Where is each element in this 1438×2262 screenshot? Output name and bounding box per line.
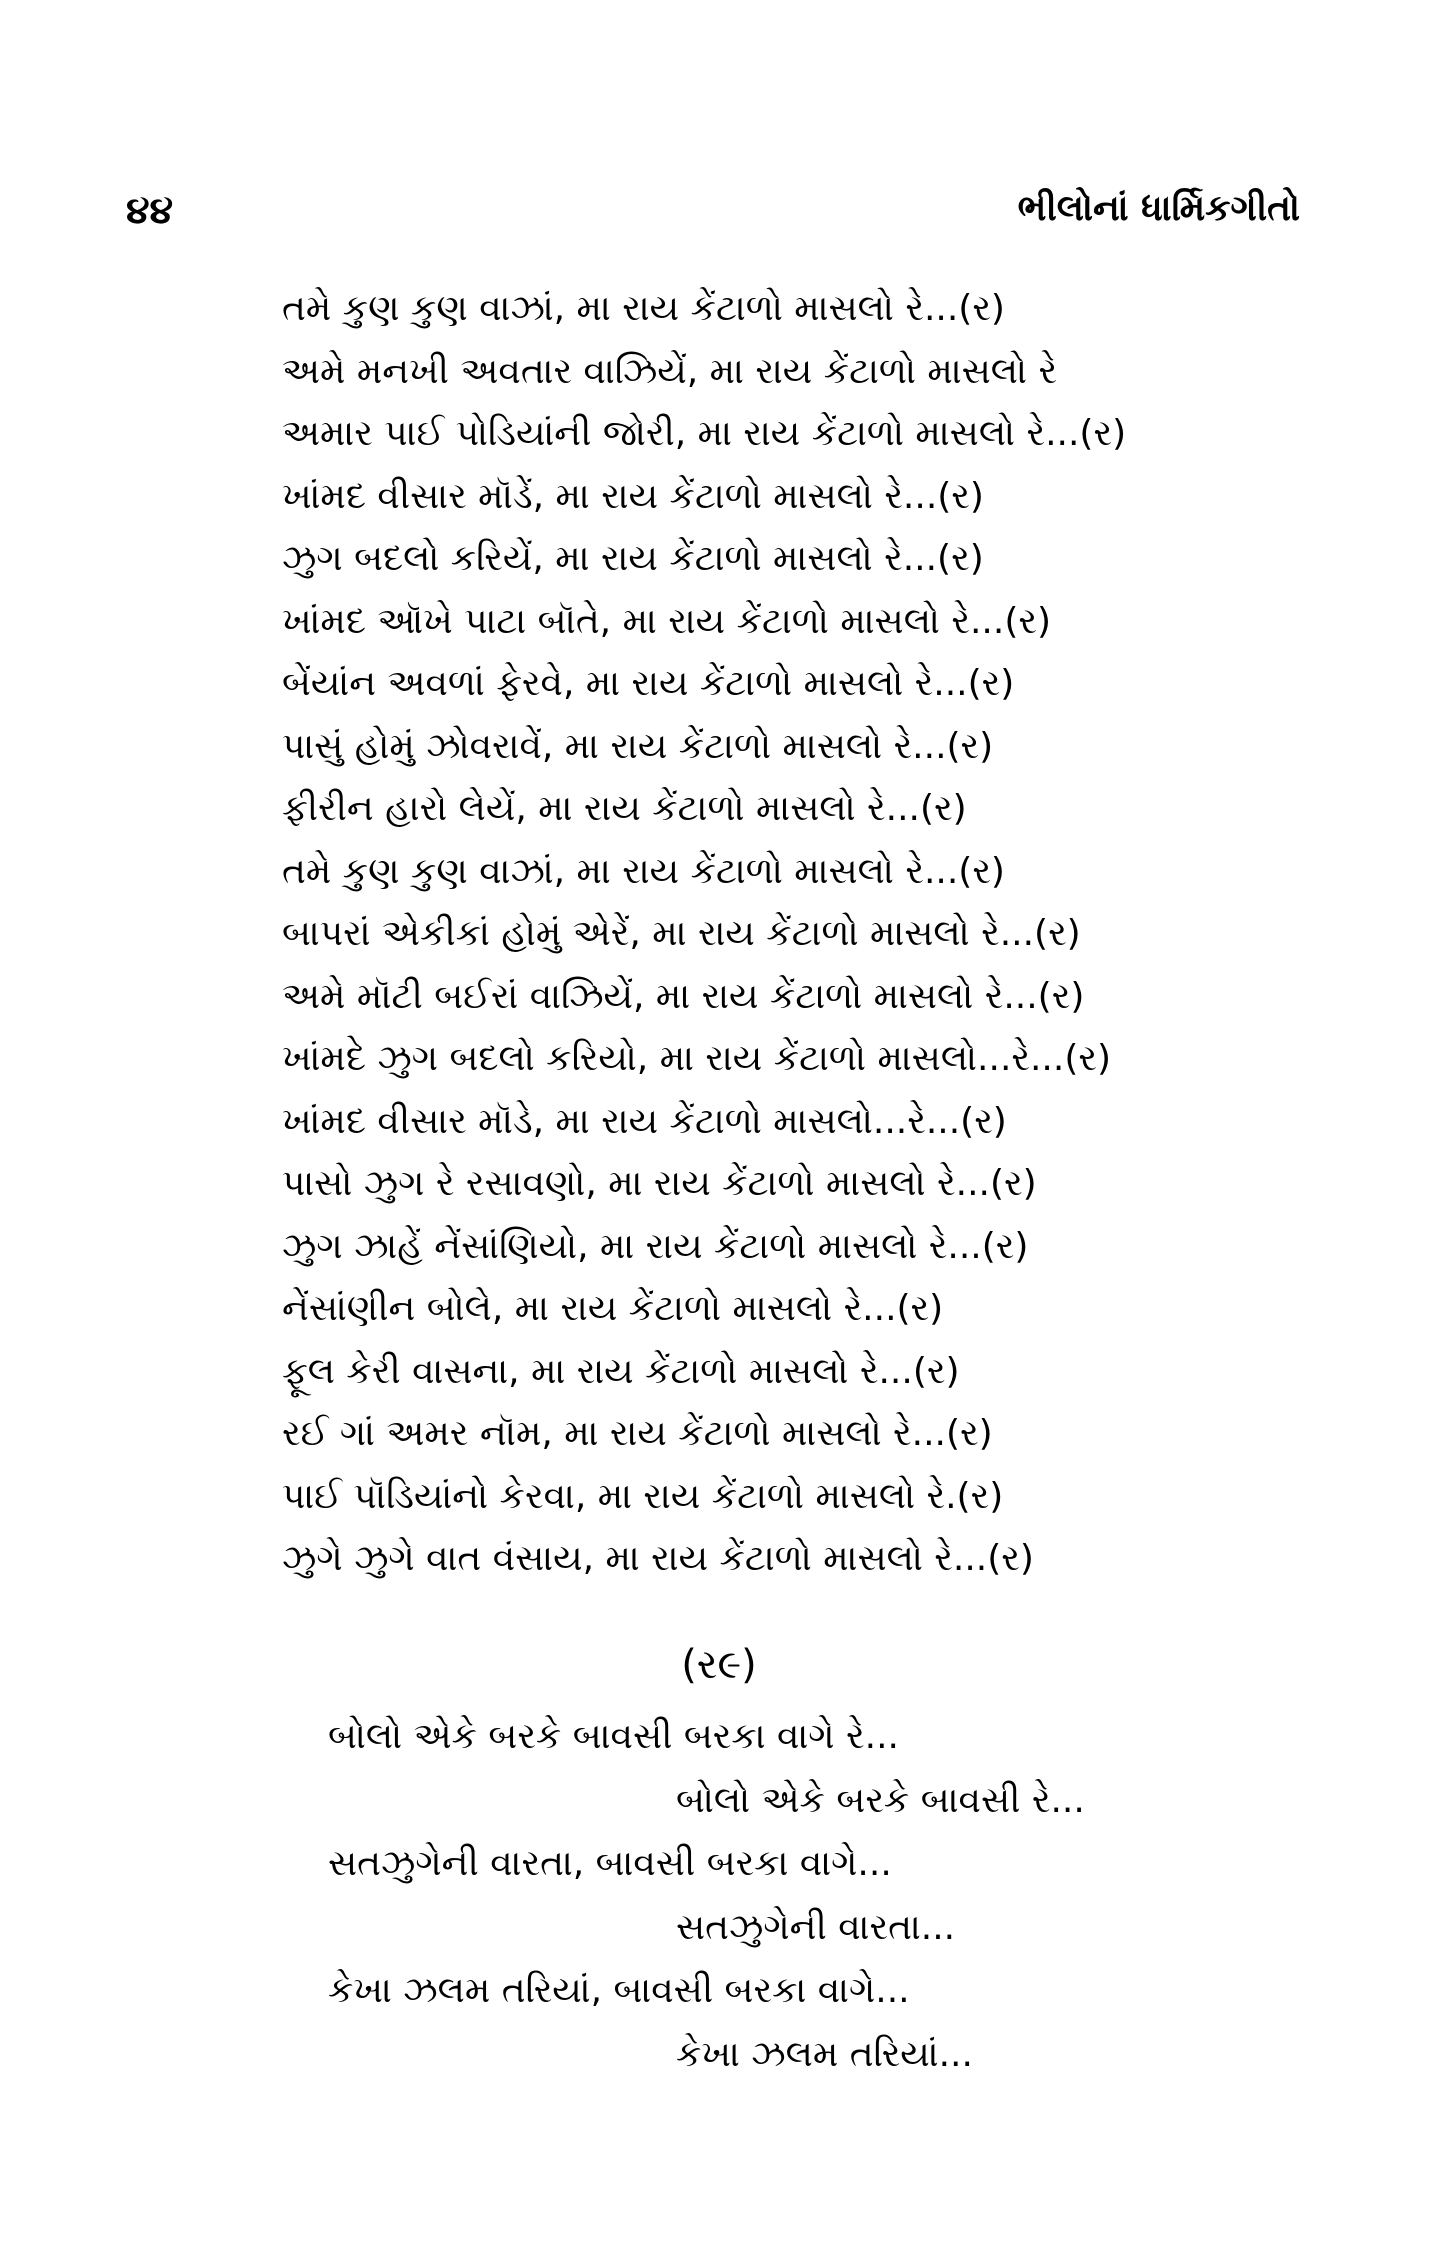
- verse-line: બાપરાં એકીકાં હોમું એરેં, મા રાય કેંટાળો માસલો રે...(ર): [282, 913, 1081, 954]
- song-28-verses: [282, 278, 1172, 1591]
- refrain-line: કેખા ઝલમ તરિયાં...: [676, 2033, 973, 2075]
- verse-line: પાસો ઝુગ રે રસાવણો, મા રાય કેંટાળો માસલો રે...(ર): [282, 1163, 1037, 1204]
- verse-line: ફૂલ કેરી વાસના, મા રાય કેંટાળો માસલો રે...(ર): [282, 1350, 960, 1392]
- verse-line: ઝુગ ઝાહેં નેંસાંણિયો, મા રાય કેંટાળો માસલો રે...(ર): [282, 1225, 1029, 1267]
- verse-line: કેખા ઝલમ તરિયાં, બાવસી બરકા વાગે...: [328, 1970, 910, 2011]
- verse-line: ખાંમદ ઑખે પાટા બૉતે, મા રાય કેંટાળો માસલો રે...(ર): [282, 600, 1052, 642]
- verse-line: ઝુગ બદલો કરિયેં, મા રાય કેંટાળો માસલો રે...(ર): [282, 538, 984, 579]
- song-29-verses: [0, 1705, 1438, 2086]
- verse-line: ખાંમદ વીસાર મૉડેં, મા રાય કેંટાળો માસલો રે...(ર): [282, 475, 984, 517]
- verse-line: અમે મૉટી બઈરાં વાઝિયેં, મા રાય કેંટાળો માસલો રે...(ર): [282, 975, 1085, 1017]
- verse-line: ઝુગે ઝુગે વાત વંસાય, મા રાય કેંટાળો માસલો રે...(ર): [282, 1538, 1034, 1579]
- verse-line: બોલો એકે બરકે બાવસી બરકા વાગે રે...: [328, 1716, 899, 1757]
- verse-line: ફીરીન હારો લેયેં, મા રાય કેંટાળો માસલો રે...(ર): [282, 788, 967, 829]
- page-number: ૪૪: [126, 188, 174, 232]
- verse-line: પાસું હોમું ઝોવરાવેં, મા રાય કેંટાળો માસલો રે...(ર): [282, 725, 994, 767]
- verse-line: સતઝુગેની વારતા, બાવસી બરકા વાગે...: [328, 1843, 892, 1884]
- running-header: ભીલોનાં ધાર્મિકગીતો: [1017, 188, 1300, 229]
- song-number-heading: (ર૯): [681, 1642, 757, 1688]
- refrain-line: બોલો એકે બરકે બાવસી રે...: [676, 1779, 1085, 1821]
- verse-line: અમાર પાઈ પોડિયાંની જોરી, મા રાય કેંટાળો માસલો રે...(ર): [282, 413, 1127, 454]
- verse-line: પાઈ પૉડિયાંનો કેરવા, મા રાય કેંટાળો માસલો રે.(ર): [282, 1475, 1004, 1517]
- verse-line: રઈ ગાં અમર નૉમ, મા રાય કેંટાળો માસલો રે...(ર): [282, 1413, 993, 1454]
- verse-line: અમે મનખી અવતાર વાઝિયેં, મા રાય કેંટાળો માસલો રે: [282, 350, 1058, 392]
- verse-line: ખાંમદે ઝુગ બદલો કરિયો, મા રાય કેંટાળો માસલો...રે...(ર): [282, 1038, 1112, 1079]
- verse-line: તમે કુણ કુણ વાઝાં, મા રાય કેંટાળો માસલો રે...(ર): [282, 288, 1005, 329]
- refrain-line: સતઝુગેની વારતા...: [676, 1906, 956, 1948]
- verse-line: નેંસાંણીન બોલે, મા રાય કેંટાળો માસલો રે...(ર): [282, 1288, 944, 1329]
- verse-line: તમે કુણ કુણ વાઝાં, મા રાય કેંટાળો માસલો રે...(ર): [282, 850, 1005, 892]
- verse-line: ખાંમદ વીસાર મૉડે, મા રાય કેંટાળો માસલો...રે...(ર): [282, 1100, 1007, 1142]
- verse-line: બેંયાંન અવળાં ફેરવે, મા રાય કેંટાળો માસલો રે...(ર): [282, 663, 1015, 704]
